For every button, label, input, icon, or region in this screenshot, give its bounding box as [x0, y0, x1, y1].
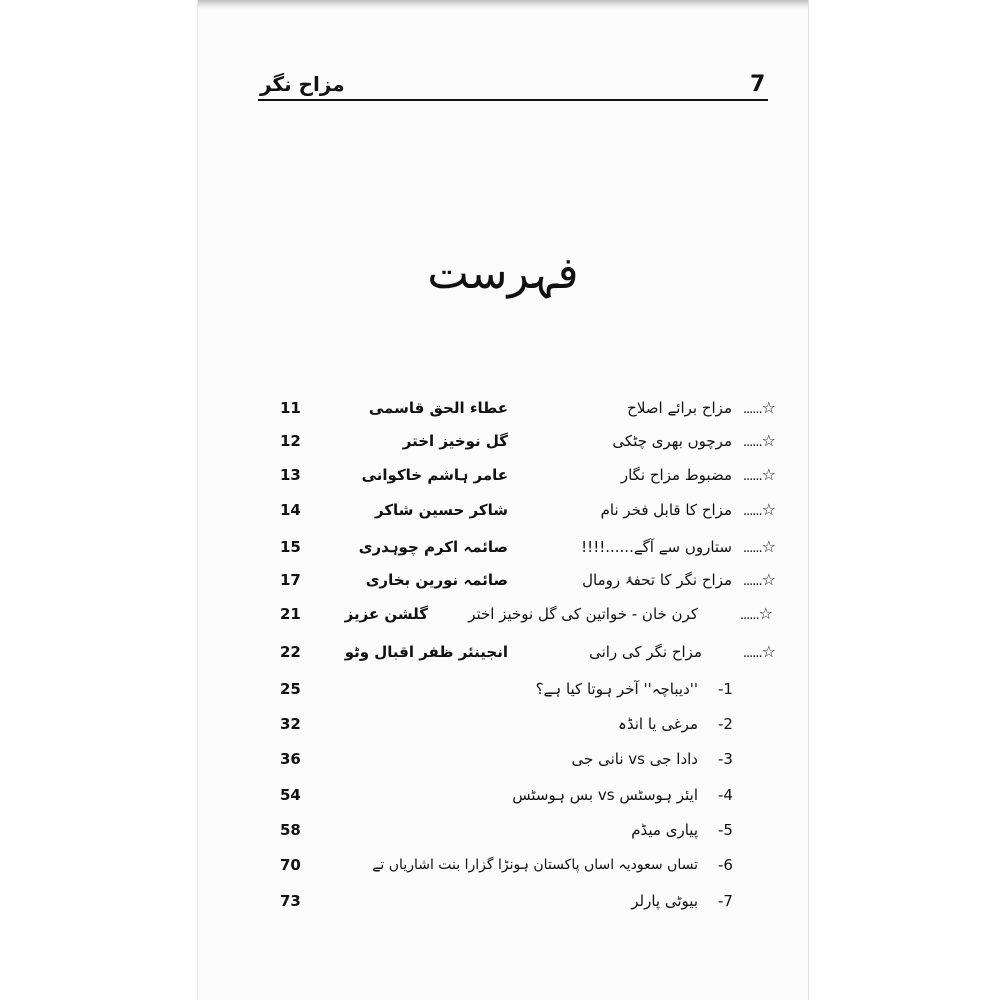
toc-entry-title: ستاروں سے آگے......!!!! — [581, 538, 732, 556]
star-icon: ☆ — [761, 398, 776, 417]
toc-author: گلشن عزیز — [344, 605, 428, 623]
toc-page-number: 36 — [280, 750, 301, 768]
toc-row — [198, 463, 808, 493]
toc-page-number: 58 — [280, 821, 301, 839]
toc-row — [198, 429, 808, 459]
star-icon: ☆ — [761, 537, 776, 556]
toc-row — [198, 602, 808, 632]
toc-page-number: 22 — [280, 643, 301, 661]
toc-row — [198, 747, 808, 777]
toc-entry-title: مزاح برائے اصلاح — [627, 399, 732, 417]
toc-marker: ......☆ — [742, 398, 776, 417]
toc-marker: ......☆ — [739, 604, 773, 623]
toc-entry-title: مزاح کا قابل فخر نام — [600, 501, 732, 519]
star-icon: ☆ — [761, 431, 776, 450]
star-icon: ☆ — [761, 642, 776, 661]
toc-page-number: 73 — [280, 892, 301, 910]
toc-page-number: 54 — [280, 786, 301, 804]
page-number: 7 — [750, 72, 766, 97]
page-top-edge — [198, 0, 808, 9]
toc-row — [198, 396, 808, 426]
toc-marker: ......☆ — [742, 642, 776, 661]
toc-page-number: 11 — [280, 399, 301, 417]
toc-entry-number: -7 — [718, 892, 733, 910]
toc-page-number: 21 — [280, 605, 301, 623]
star-icon: ☆ — [761, 570, 776, 589]
toc-marker: ......☆ — [742, 570, 776, 589]
toc-entry-number: -4 — [718, 786, 733, 804]
toc-marker: ......☆ — [742, 431, 776, 450]
toc-row — [198, 535, 808, 565]
toc-entry-title: مرغی یا انڈہ — [618, 715, 698, 733]
toc-page-number: 12 — [280, 432, 301, 450]
toc-entry-title: پیاری میڈم — [631, 821, 698, 839]
toc-row — [198, 568, 808, 598]
toc-row — [198, 853, 808, 883]
toc-entry-title: ایئر ہوسٹس vs بس ہوسٹس — [512, 786, 698, 804]
star-icon: ☆ — [758, 604, 773, 623]
header-divider — [258, 99, 768, 101]
star-icon: ☆ — [761, 465, 776, 484]
toc-entry-title: بیوٹی پارلر — [631, 892, 698, 910]
toc-row — [198, 640, 808, 670]
toc-marker: ......☆ — [742, 465, 776, 484]
book-page — [197, 0, 809, 1000]
toc-entry-number: -2 — [718, 715, 733, 733]
toc-page-number: 13 — [280, 466, 301, 484]
running-header-title: مزاح نگر — [260, 72, 345, 96]
toc-row — [198, 712, 808, 742]
toc-author: انجینئر ظفر اقبال وٹو — [344, 643, 508, 661]
toc-page-number: 15 — [280, 538, 301, 556]
toc-page-number: 14 — [280, 501, 301, 519]
toc-entry-number: -6 — [718, 856, 733, 874]
toc-entry-number: -3 — [718, 750, 733, 768]
toc-entry-title: ''دیباچہ'' آخر ہوتا کیا ہے؟ — [535, 680, 698, 698]
toc-entry-title: مرچوں بھری چٹکی — [612, 432, 732, 450]
toc-entry-title: مزاح نگر کا تحفۂ رومال — [582, 571, 732, 589]
toc-page-number: 17 — [280, 571, 301, 589]
toc-entry-title: کرن خان - خواتین کی گل نوخیز اختر — [468, 605, 698, 623]
toc-author: عامر ہاشم خاکوانی — [361, 466, 508, 484]
toc-entry-number: -1 — [718, 680, 733, 698]
toc-row — [198, 498, 808, 528]
toc-entry-title: دادا جی vs نانی جی — [571, 750, 698, 768]
toc-author: صائمہ نورین بخاری — [365, 571, 508, 589]
toc-page-number: 32 — [280, 715, 301, 733]
toc-row — [198, 818, 808, 848]
toc-marker: ......☆ — [742, 500, 776, 519]
toc-author: صائمہ اکرم چوہدری — [358, 538, 508, 556]
toc-row — [198, 677, 808, 707]
star-icon: ☆ — [761, 500, 776, 519]
toc-entry-title: تساں سعودیہ اساں پاکستان ہونڑا گزارا بنت اشاریاں تے — [372, 857, 698, 873]
toc-entry-number: -5 — [718, 821, 733, 839]
toc-page-number: 70 — [280, 856, 301, 874]
toc-author: شاکر حسین شاکر — [374, 501, 508, 519]
toc-author: گل نوخیز اختر — [402, 432, 508, 450]
toc-marker: ......☆ — [742, 537, 776, 556]
toc-entry-title: مضبوط مزاح نگار — [620, 466, 732, 484]
toc-row — [198, 889, 808, 919]
toc-page-number: 25 — [280, 680, 301, 698]
toc-author: عطاء الحق قاسمی — [368, 399, 508, 417]
toc-heading: فہرست — [427, 248, 579, 299]
toc-entry-title: مزاح نگر کی رانی — [589, 643, 702, 661]
toc-row — [198, 783, 808, 813]
